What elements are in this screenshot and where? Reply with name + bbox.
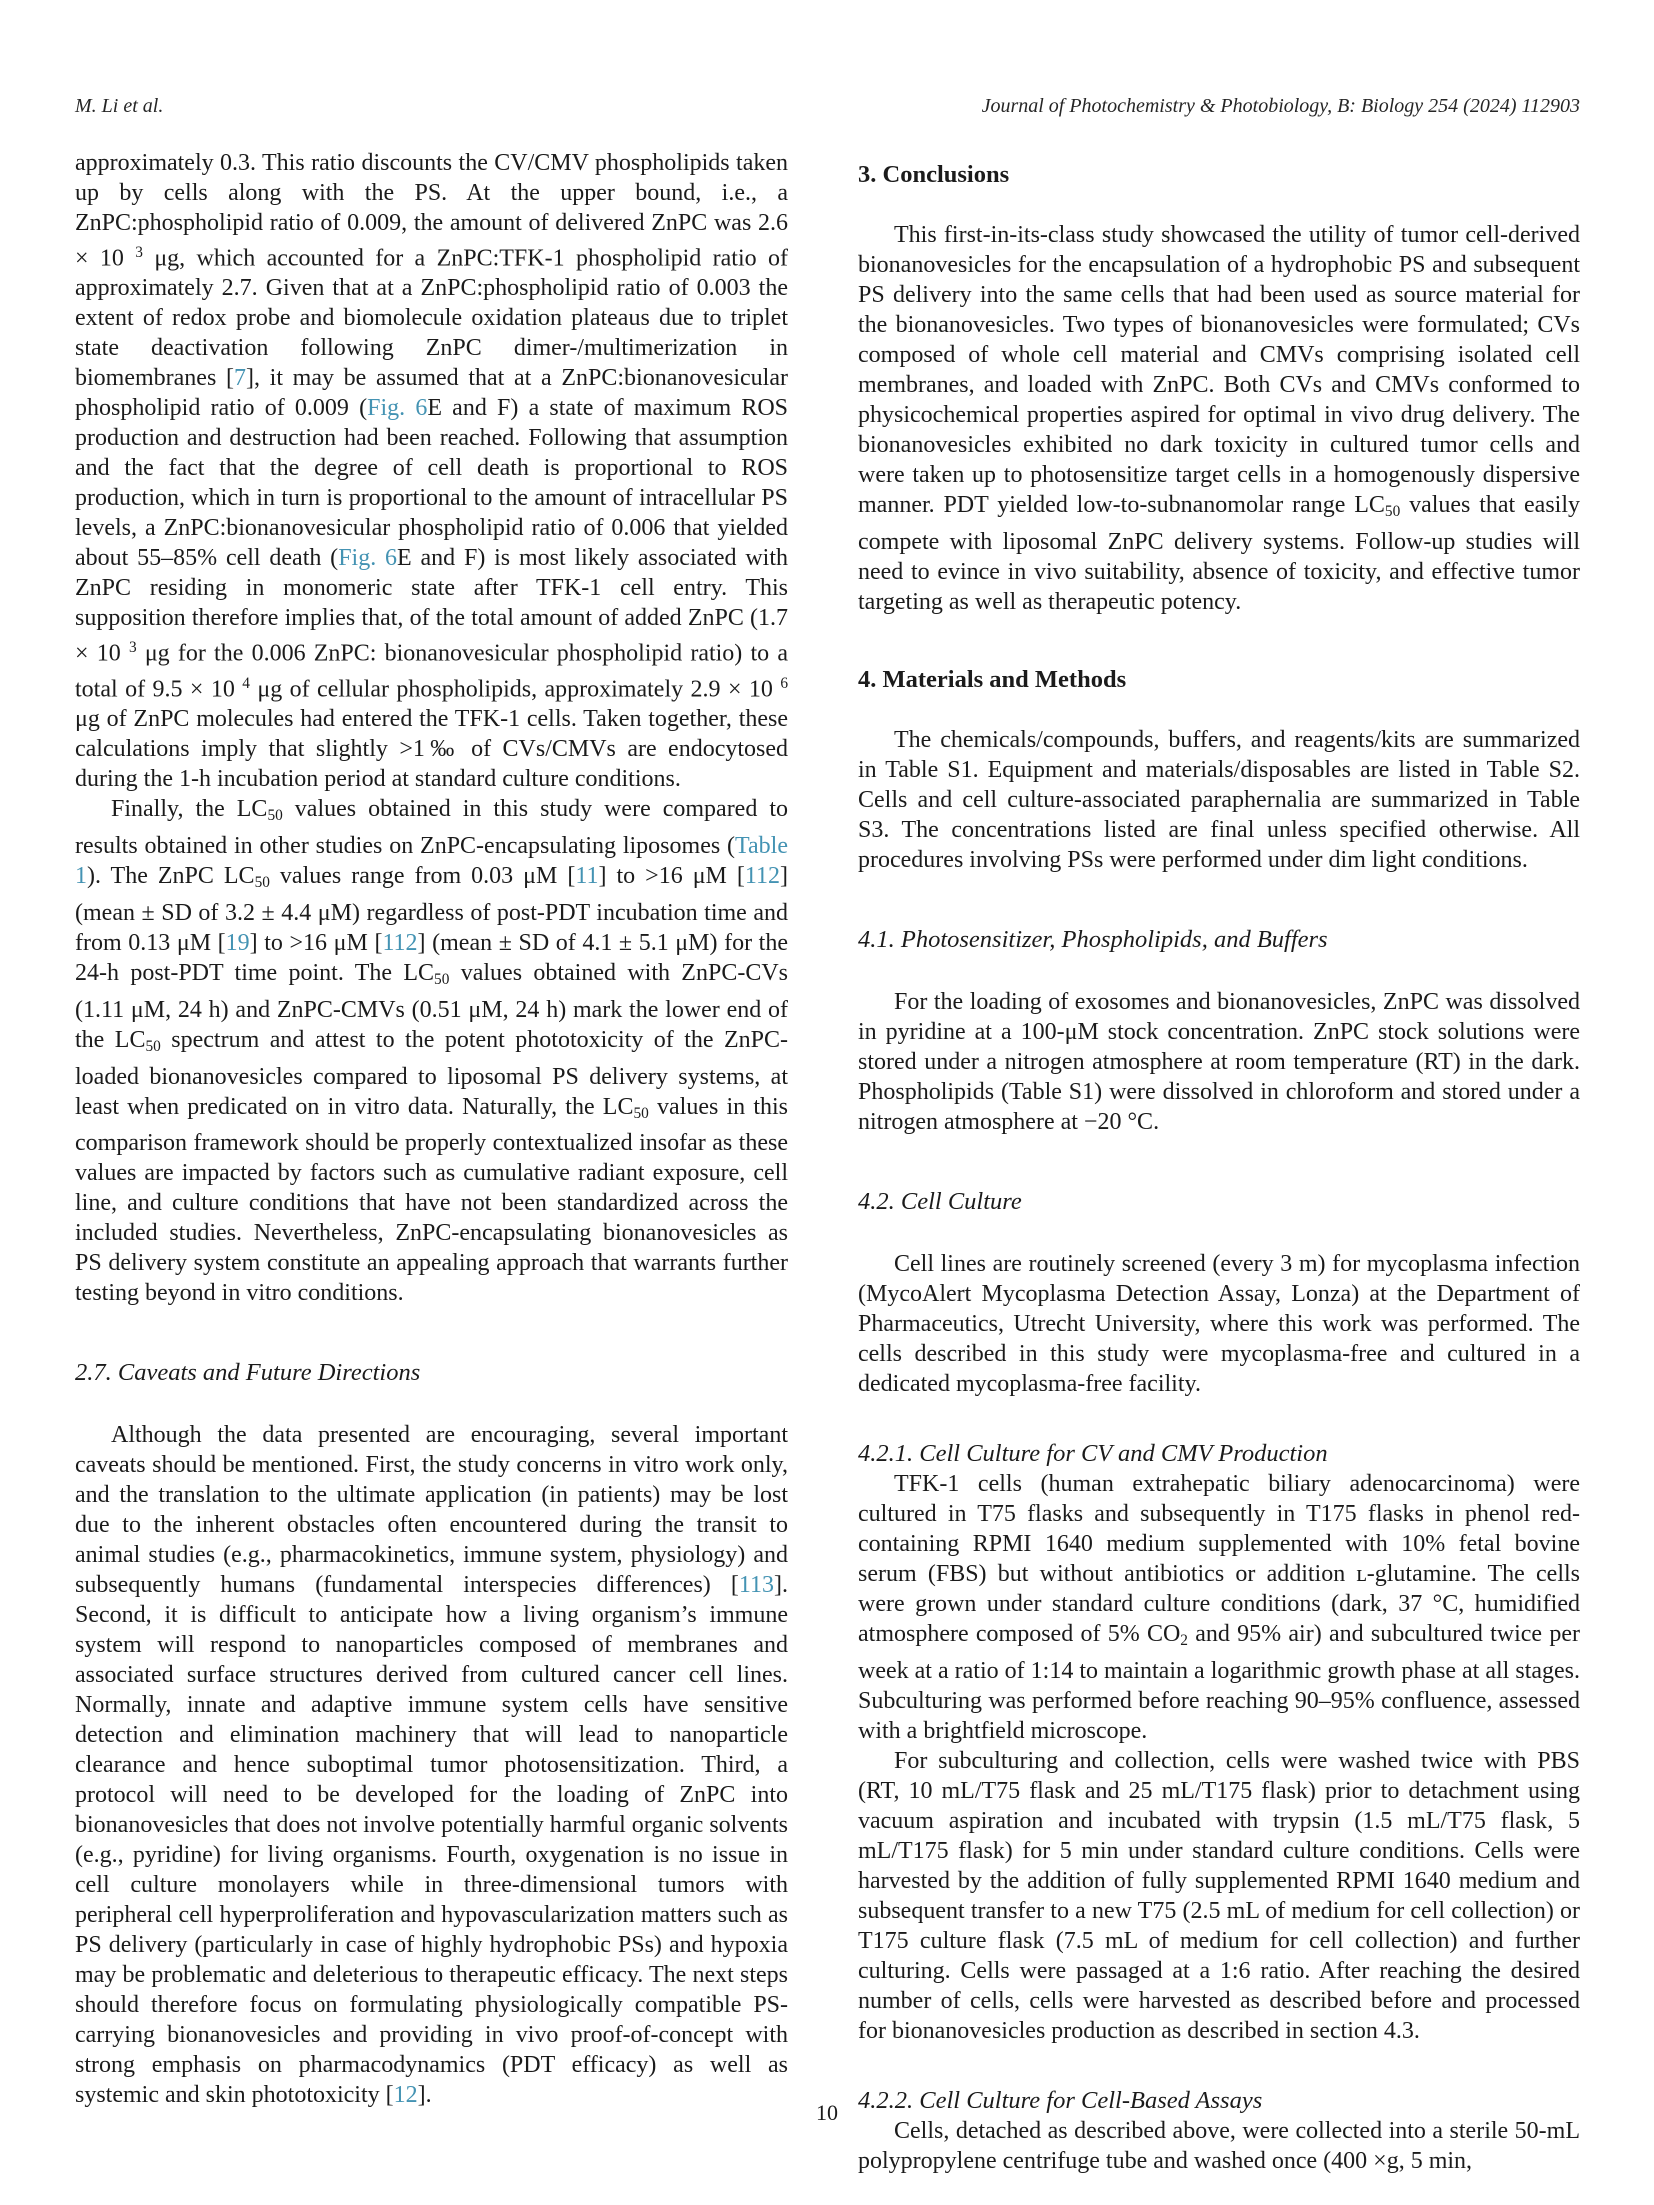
text-run: 50 [254, 873, 270, 891]
text-run: ], it may be assumed that at a ZnPC:bionanovesicular phospholipid ratio of 0.009 ( [75, 365, 788, 422]
text-run: values in this comparison framework should be properly contextualized insofar as these values are impacted by factors such as cumulative radiant exposure, cell line, and culture conditions that have not been standardized across the included studies. Nevertheless, ZnPC-encapsulating bionanovesicles as PS delivery system constitute an appealing approach that warrants further testing beyond in vitro conditions. [75, 1093, 788, 1307]
text-run: 2 [1180, 1631, 1188, 1649]
text-run: ]. Second, it is difficult to anticipate how a living organism’s immune system will respond to nanoparticles composed of membranes and associated surface structures derived from cultured cancer cell lines. Normally, innate and adaptive immune system cells have sensitive detection and elimination machinery that will lead to nanoparticle clearance and hence suboptimal tumor photosensitization. Third, a protocol will need to be developed for the loading of ZnPC into bionanovesicles that does not involve potentially harmful organic solvents (e.g., pyridine) for living organisms. Fourth, oxygenation is no issue in cell culture monolayers while in three-dimensional tumors with peripheral cell hyperproliferation and hypovascularization matters such as PS delivery (particularly in case of highly hydrophobic PSs) and hypoxia may be problematic and deleterious to therapeutic efficacy. The next steps should therefore focus on formulating physiologically compatible PS-carrying bionanovesicles and providing in vivo proof-of-concept with strong emphasis on pharmacodynamics (PDT efficacy) as well as systemic and skin phototoxicity [ [75, 1572, 788, 2109]
text-run: values range from 0.03 μM [ [269, 863, 576, 890]
text-run: For subculturing and collection, cells were washed twice with PBS (RT, 10 mL/T75 flask and 25 mL/T175 flask) prior to detachment using vacuum aspiration and incubated with trypsin (1.5 mL/T75 flask, 5 mL/T175 flask) for 5 min under standard culture conditions. Cells were harvested by the addition of fully supplemented RPMI 1640 medium and subsequent transfer to a new T75 (2.5 mL of medium for cell collection) or T175 culture flask (7.5 mL of medium for cell collection) and further culturing. Cells were passaged at a 1:6 ratio. After reaching the desired number of cells, cells were harvested as described before and processed for bionanovesicles production as described in section 4.3. [858, 1747, 1580, 2044]
text-run: 3 [128, 639, 137, 657]
text-run: E and F) a state of maximum ROS production and destruction had been reached. Following that assumption and the fact that the degree of cell death is proportional to ROS production, which in turn is proportional to the amount of intracellular PS levels, a ZnPC:bionanovesicular phospholipid ratio of 0.006 that yielded about 55–85% cell death ( [75, 395, 789, 572]
text-run: The chemicals/compounds, buffers, and reagents/kits are summarized in Table S1. Equipment and materials/disposables are listed in Table S2. Cells and cell culture-associated paraphernalia are summarized in Table S3. The concentrations listed are final unless specified otherwise. All procedures involving PSs were performed under dim light conditions. [858, 726, 1580, 873]
text-run: ] to >16 μM [ [598, 863, 745, 890]
text-run: μg of cellular phospholipids, approximately 2.9 × 10 [249, 676, 781, 703]
section-heading: 2.7. Caveats and Future Directions [75, 1359, 421, 1387]
text-run: ] (mean ± SD of 4.1 ± 5.1 μM) for the 24-h post-PDT time point. The LC [75, 929, 788, 986]
citation-link[interactable]: 7 [233, 365, 246, 392]
text-run: For the loading of exosomes and bionanovesicles, ZnPC was dissolved in pyridine at a 100-μM stock concentration. ZnPC stock solutions were stored under a nitrogen atmosphere at room temperature (RT) in the dark. Phospholipids (Table S1) were dissolved in chloroform and stored under a nitrogen atmosphere at −20 °C. [858, 988, 1580, 1135]
paragraph [75, 794, 788, 1308]
paragraph [75, 1420, 788, 2110]
text-run: μg, which accounted for a ZnPC:TFK-1 phospholipid ratio of approximately 2.7. Given that at a ZnPC:phospholipid ratio of 0.003 the extent of redox probe and biomolecule oxidation plateaus due to triplet state deactivation following ZnPC dimer-/multimerization in biomembranes [ [75, 245, 788, 392]
text-run: approximately 0.3. This ratio discounts the CV/CMV phospholipids taken up by cells along with the PS. At the upper bound, i.e., a ZnPC:phospholipid ratio of 0.009, the amount of delivered ZnPC was 2.6 × 10 [75, 150, 788, 272]
paragraph [858, 220, 1580, 617]
section-heading: 3. Conclusions [858, 161, 1010, 188]
citation-link[interactable]: 112 [744, 863, 780, 890]
running-head-authors: M. Li et al. [75, 95, 164, 117]
section-heading: 4. Materials and Methods [858, 665, 1127, 693]
text-run: ] to >16 μM [ [249, 929, 383, 956]
citation-link[interactable]: 12 [393, 2082, 418, 2109]
citation-link[interactable]: 11 [575, 863, 599, 890]
citation-link[interactable]: Fig. 6 [338, 545, 398, 572]
text-run: Cell lines are routinely screened (every 3 m) for mycoplasma infection (MycoAlert Mycoplasma Detection Assay, Lonza) at the Department of Pharmaceutics, Utrecht University, where this work was performed. The cells described in this study were mycoplasma-free and cultured in a dedicated mycoplasma-free facility. [858, 1250, 1580, 1397]
paragraph [858, 1249, 1580, 1399]
two-column-body [75, 148, 1580, 2176]
text-run: E and F) is most likely associated with ZnPC residing in monomeric state after TFK-1 cell entry. This supposition therefore implies that, of the total amount of added ZnPC (1.7 × 10 [75, 545, 789, 667]
text-run: 50 [434, 970, 450, 988]
paragraph [75, 148, 788, 794]
text-run: values obtained in this study were compared to results obtained in other studies on ZnPC-encapsulating liposomes ( [75, 796, 789, 860]
running-head [75, 95, 1580, 118]
text-run: ]. [417, 2082, 432, 2109]
paragraph [858, 1746, 1580, 2046]
text-run: values obtained with ZnPC-CVs (1.11 μM, 24 h) and ZnPC-CMVs (0.51 μM, 24 h) mark the lower end of the LC [75, 959, 788, 1053]
text-run: 50 [267, 807, 283, 825]
text-run: values that easily compete with liposomal ZnPC delivery systems. Follow-up studies will need to evince in vivo suitability, absence of toxicity, and effective tumor targeting as well as therapeutic potency. [858, 492, 1580, 615]
page-number: 10 [816, 2100, 838, 2125]
section-heading: 4.1. Photosensitizer, Phospholipids, and Buffers [858, 925, 1328, 953]
text-run: and 95% air) and subcultured twice per week at a ratio of 1:14 to maintain a logarithmic growth phase at all stages. Subculturing was performed before reaching 90–95% confluence, assessed with a brightfield microscope. [858, 1620, 1580, 1744]
running-head-journal: Journal of Photochemistry & Photobiology, B: Biology 254 (2024) 112903 [981, 95, 1580, 117]
text-run: Although the data presented are encouraging, several important caveats should be mentioned. First, the study concerns in vitro work only, and the translation to the ultimate application (in patients) may be lost due to the inherent obstacles often encountered during the transit to animal studies (e.g., pharmacokinetics, immune system, physiology) and subsequently humans (fundamental interspecies differences) [ [75, 1422, 788, 1599]
text-run: ). The ZnPC LC [87, 863, 255, 890]
text-run: spectrum and attest to the potent phototoxicity of the ZnPC-loaded bionanovesicles compared to liposomal PS delivery systems, at least when predicated on in vitro data. Naturally, the LC [75, 1026, 788, 1120]
citation-link[interactable]: 19 [225, 929, 250, 956]
section-heading: 4.2.1. Cell Culture for CV and CMV Production [858, 1439, 1328, 1467]
paragraph [858, 1469, 1580, 1746]
citation-link[interactable]: 113 [738, 1572, 774, 1599]
text-run: 6 [780, 674, 788, 692]
text-run: 50 [145, 1037, 161, 1055]
section-heading: 4.2. Cell Culture [858, 1187, 1022, 1215]
section-heading: 4.2.2. Cell Culture for Cell-Based Assays [858, 2086, 1263, 2114]
text-run: μg for the 0.006 ZnPC: bionanovesicular phospholipid ratio) to a total of 9.5 × 10 [75, 640, 789, 703]
text-run: 3 [135, 244, 143, 261]
text-run: Finally, the LC [111, 796, 268, 823]
text-run: ] (mean ± SD of 3.2 ± 4.4 μM) regardless of post-PDT incubation time and from 0.13 μM [ [75, 863, 788, 956]
text-run: This first-in-its-class study showcased the utility of tumor cell-derived bionanovesicles for the encapsulation of a hydrophobic PS and subsequent PS delivery into the same cells that had been used as source material for the bionanovesicles. Two types of bionanovesicles were formulated; CVs composed of whole cell material and CMVs comprising isolated cell membranes, and loaded with ZnPC. Both CVs and CMVs conformed to physicochemical properties aspired for optimal in vivo drug delivery. The bionanovesicles exhibited no dark toxicity in cultured tumor cells and were taken up to photosensitize target cells in a homogenously dispersive manner. PDT yielded low-to-subnanomolar range LC [858, 222, 1580, 518]
citation-link[interactable]: Fig. 6 [367, 395, 428, 422]
text-run: μg of ZnPC molecules had entered the TFK-1 cells. Taken together, these calculations imply that slightly >1‰ of CVs/CMVs are endocytosed during the 1-h incubation period at standard culture conditions. [75, 706, 788, 793]
paragraph [858, 987, 1580, 1137]
text-run: 4 [242, 674, 250, 692]
text-run: TFK-1 cells (human extrahepatic biliary adenocarcinoma) were cultured in T75 flasks and subsequently in T175 flasks in phenol red-containing RPMI 1640 medium supplemented with 10% fetal bovine serum (FBS) but without antibiotics or addition ʟ-glutamine. The cells were grown under standard culture conditions (dark, 37 °C, humidified atmosphere composed of 5% CO [858, 1470, 1580, 1647]
left-column [75, 148, 788, 2110]
paragraph [858, 725, 1580, 875]
right-column [858, 148, 1580, 2176]
text-run: 50 [1384, 502, 1401, 520]
text-run: Cells, detached as described above, were collected into a sterile 50-mL polypropylene centrifuge tube and washed once (400 ×g, 5 min, [858, 2117, 1580, 2174]
text-run: 50 [633, 1104, 649, 1122]
citation-link[interactable]: 112 [382, 929, 418, 956]
citation-link[interactable]: Table 1 [75, 833, 788, 890]
